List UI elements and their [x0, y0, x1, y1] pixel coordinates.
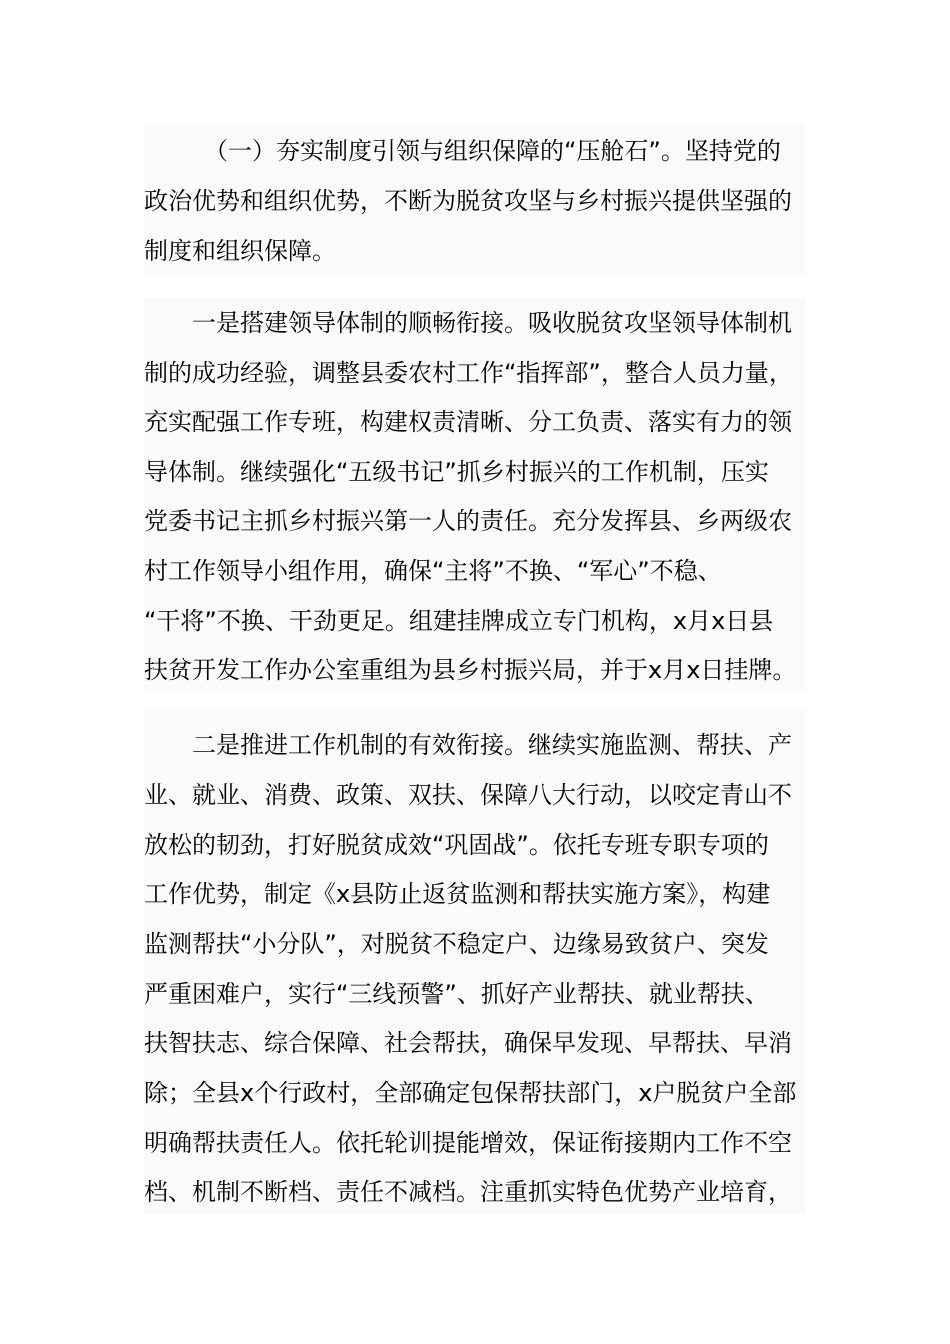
paragraph-1-line-2: 政治优势和组织优势，不断为脱贫攻坚与乡村振兴提供坚强的 — [144, 187, 792, 215]
paragraph-2-line-5: 党委书记主抓乡村振兴第一人的责任。充分发挥县、乡两级农 — [144, 507, 792, 535]
paragraph-3-line-6: 严重困难户，实行“三线预警”、抓好产业帮扶、就业帮扶、 — [144, 980, 769, 1008]
paragraph-2-line-2: 制的成功经验，调整县委农村工作“指挥部”，整合人员力量， — [144, 359, 793, 387]
paragraph-3-line-9: 明确帮扶责任人。依托轮训提能增效，保证衔接期内工作不空 — [144, 1129, 792, 1157]
paragraph-2-line-7: “干将”不换、干劲更足。组建挂牌成立专门机构，x月x日县 — [144, 607, 774, 635]
paragraph-3-line-5: 监测帮扶“小分队”，对脱贫不稳定户、边缘易致贫户、突发 — [144, 930, 769, 958]
paragraph-2-line-6: 村工作领导小组作用，确保“主将”不换、“军心”不稳、 — [144, 557, 722, 585]
paragraph-3-line-3: 放松的韧劲，打好脱贫成效“巩固战”。依托专班专职专项的 — [144, 831, 769, 859]
paragraph-2 — [144, 298, 806, 690]
paragraph-3-line-10: 档、机制不断档、责任不减档。注重抓实特色优势产业培育， — [144, 1178, 792, 1206]
paragraph-2-line-8: 扶贫开发工作办公室重组为县乡村振兴局，并于x月x日挂牌。 — [144, 656, 797, 684]
paragraph-3-line-8: 除；全县x个行政村，全部确定包保帮扶部门，x户脱贫户全部 — [144, 1079, 797, 1107]
paragraph-1-line-3: 制度和组织保障。 — [144, 237, 336, 265]
paragraph-3-line-2: 业、就业、消费、政策、双扶、保障八大行动，以咬定青山不 — [144, 781, 792, 809]
paragraph-3-line-7: 扶智扶志、综合保障、社会帮扶，确保早发现、早帮扶、早消 — [144, 1029, 792, 1057]
paragraph-3-line-4: 工作优势，制定《x县防止返贫监测和帮扶实施方案》，构建 — [144, 880, 771, 908]
paragraph-2-line-1: 一是搭建领导体制的顺畅衔接。吸收脱贫攻坚领导体制机 — [192, 309, 792, 337]
paragraph-2-line-4: 导体制。继续强化“五级书记”抓乡村振兴的工作机制，压实 — [144, 458, 769, 486]
paragraph-3 — [144, 710, 806, 1214]
paragraph-1-line-1: （一）夯实制度引领与组织保障的“压舱石”。坚持党的 — [204, 137, 781, 165]
paragraph-2-line-3: 充实配强工作专班，构建权责清晰、分工负责、落实有力的领 — [144, 408, 792, 436]
paragraph-3-line-1: 二是推进工作机制的有效衔接。继续实施监测、帮扶、产 — [192, 731, 792, 759]
paragraph-1 — [144, 124, 806, 274]
